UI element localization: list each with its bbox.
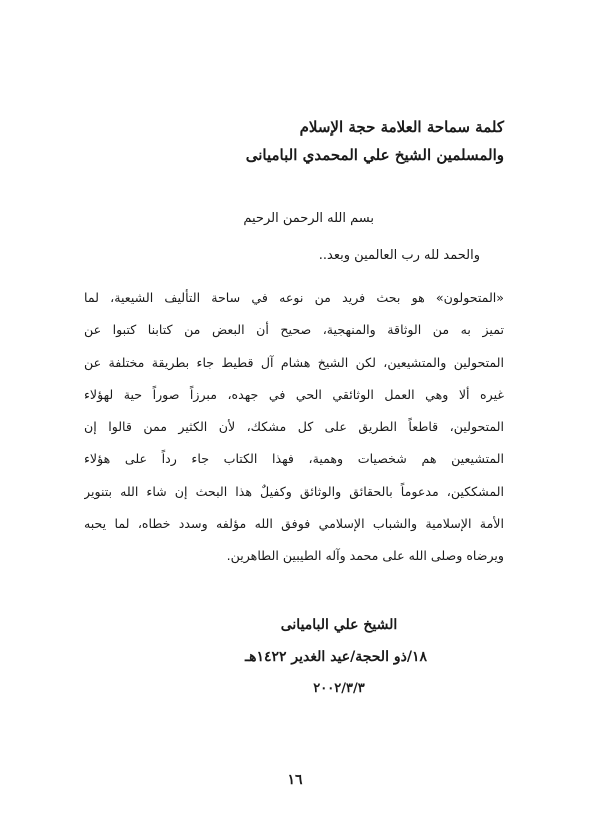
signature-hijri-date: ١٨/ذو الحجة/عيد الغدير ١٤٢٢هـ [245,649,427,665]
body-line: ويرضاه وصلى الله على محمد وآله الطيبين الطاهرين. [226,548,504,564]
heading-line-1: كلمة سماحة العلامة حجة الإسلام [299,118,504,136]
opening-praise: والحمد لله رب العالمين وبعد.. [318,248,480,263]
body-line: المشككين، مدعوماً بالحقائق والوثائق وكفيلٌ هذا البحث إن شاء الله بتنوير [84,483,504,499]
page-number: ١٦ [287,772,303,788]
body-line: المتشيعين هم شخصيات وهمية، فهذا الكتاب جاء رداً على هؤلاء [84,451,504,467]
body-line: المتحولين، قاطعاً الطريق على كل مشكك، لأن الكثير ممن قالوا إن [84,419,504,435]
heading-line-2: والمسلمين الشيخ علي المحمدي الباميانى [245,146,504,164]
body-line: «المتحولون» هو بحث فريد من نوعه في ساحة التأليف الشيعية، لما [84,290,504,305]
body-line: تميز به من الوثاقة والمنهجية، صحيح أن البعض من كتابنا كتبوا عن [84,322,504,338]
body-line: المتحولين والمتشيعين، لكن الشيخ هشام آل قطيط جاء بطريقة مختلفة عن [84,354,504,370]
body-line: غيره ألا وهي العمل الوثائقي الحي في جهده، مبرزاً صوراً حية لهؤلاء [84,386,504,402]
body-paragraph [84,282,504,573]
signature-date: ٢٠٠٢/٣/٣ [313,681,365,696]
signature-name: الشيخ علي الباميانى [280,617,398,633]
body-line: الأمة الإسلامية والشباب الإسلامي فوفق الله مؤلفه وسدد خطاه، لما يحبه [84,516,504,532]
basmala: بسم الله الرحمن الرحيم [243,211,374,226]
